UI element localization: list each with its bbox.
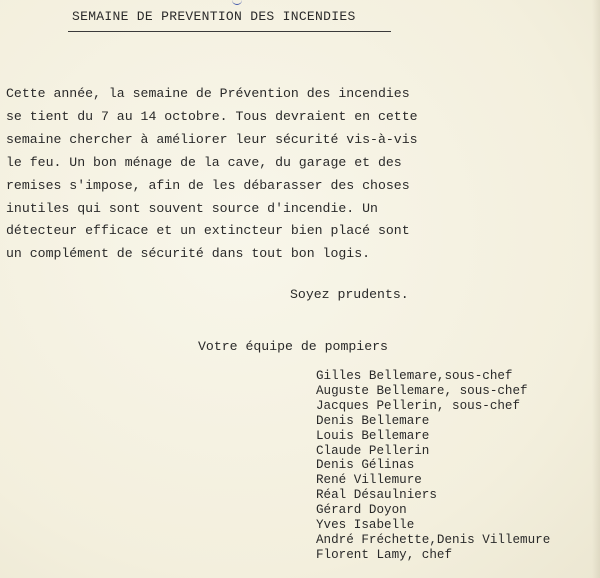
firefighter-name: Réal Désaulniers xyxy=(316,488,437,503)
firefighter-name: Florent Lamy, chef xyxy=(316,547,453,562)
body-line: semaine chercher à améliorer leur sécurité vis-à-vis xyxy=(6,131,418,147)
document-title: SEMAINE DE PREVENTION DES INCENDIES xyxy=(72,9,356,24)
body-line: remises s'impose, afin de les débarasser des choses xyxy=(6,177,410,193)
firefighter-name: Gilles Bellemare,sous-chef xyxy=(316,369,513,383)
paper-edge-shadow xyxy=(592,0,600,578)
body-line: le feu. Un bon ménage de la cave, du garage et des xyxy=(6,154,402,170)
firefighter-list xyxy=(316,369,550,563)
firefighter-name: Jacques Pellerin, sous-chef xyxy=(316,398,521,413)
firefighter-name: Auguste Bellemare, sous-chef xyxy=(316,383,528,398)
body-line: se tient du 7 au 14 octobre. Tous devraient en cette xyxy=(6,108,418,124)
firefighter-name: Denis Bellemare xyxy=(316,413,430,428)
firefighter-name: Yves Isabelle xyxy=(316,518,415,533)
body-paragraph xyxy=(6,83,596,266)
body-line: un complément de sécurité dans tout bon logis. xyxy=(6,246,371,262)
body-line: inutiles qui sont souvent source d'incendie. Un xyxy=(6,200,378,216)
body-line: Cette année, la semaine de Prévention des incendies xyxy=(6,86,410,101)
closing-line: Soyez prudents. xyxy=(290,287,409,302)
firefighter-name: Claude Pellerin xyxy=(316,443,430,458)
firefighter-name: Louis Bellemare xyxy=(316,428,430,443)
firefighter-name: Denis Gélinas xyxy=(316,458,415,473)
firefighter-name: René Villemure xyxy=(316,473,422,488)
body-line: détecteur efficace et un extincteur bien placé sont xyxy=(6,223,410,239)
title-underline xyxy=(68,31,391,32)
team-heading: Votre équipe de pompiers xyxy=(198,339,388,354)
firefighter-name: Gérard Doyon xyxy=(316,503,407,518)
firefighter-name: André Fréchette,Denis Villemure xyxy=(316,532,551,547)
pen-mark xyxy=(232,0,242,5)
